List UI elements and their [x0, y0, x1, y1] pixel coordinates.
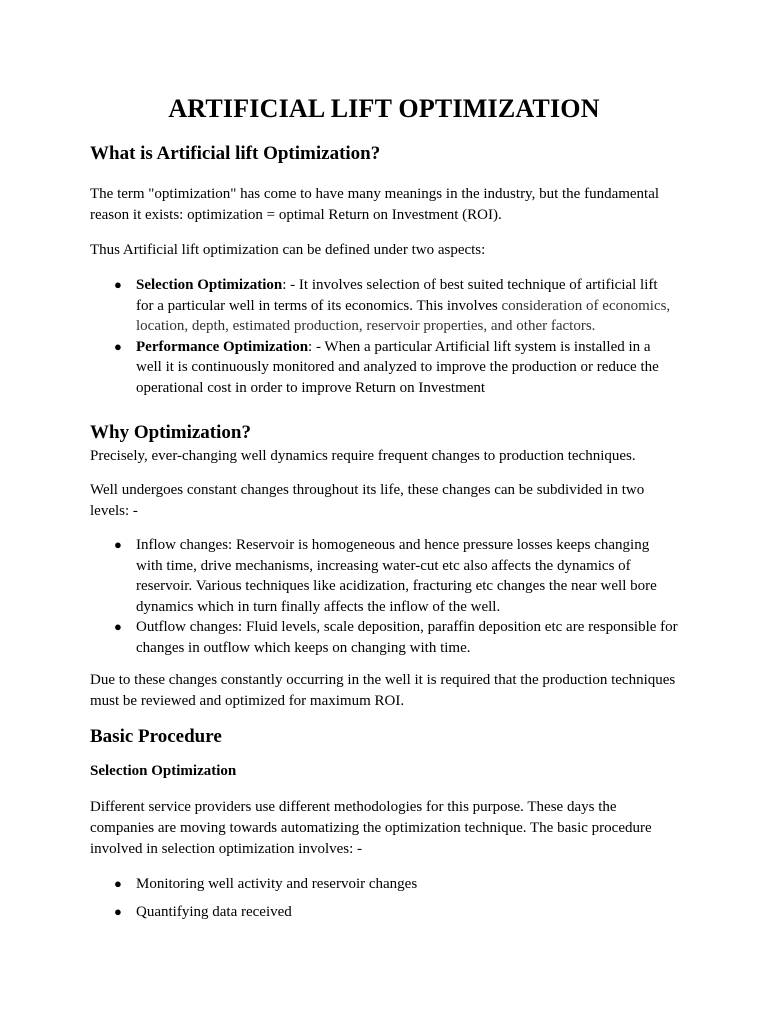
procedure-list — [90, 874, 678, 922]
list-item — [114, 275, 678, 337]
list-item — [114, 337, 678, 399]
list-item — [114, 617, 678, 658]
list-item — [114, 874, 678, 895]
bullet-term: Performance Optimization — [136, 338, 309, 355]
bullet-icon: ● — [114, 277, 122, 292]
document-title: ARTIFICIAL LIFT OPTIMIZATION — [168, 94, 600, 123]
changes-list — [90, 535, 678, 658]
bullet-text: Quantifying data received — [136, 903, 292, 920]
bullet-icon: ● — [114, 876, 122, 891]
aspects-list — [90, 275, 678, 398]
section-heading-basic: Basic Procedure — [90, 726, 222, 747]
paragraph: The term "optimization" has come to have many meanings in the industry, but the fundamental reason it exists: optimization = optimal Return on Investment (ROI). — [90, 186, 660, 223]
paragraph: Different service providers use different methodologies for this purpose. These days the companies are moving towards automatizing the optimization technique. The basic procedure involved in selection optimization involves: - — [90, 799, 652, 857]
bullet-icon: ● — [114, 619, 122, 634]
bullet-icon: ● — [114, 537, 122, 552]
bullet-text: Outflow changes: Fluid levels, scale deposition, paraffin deposition etc are responsible for changes in outflow which keeps on changing with time. — [136, 619, 678, 656]
paragraph: Thus Artificial lift optimization can be defined under two aspects: — [90, 242, 486, 258]
bullet-text: : - It involves selection of best suited technique of artificial lift for a particular well in terms of its economics. This involves — [136, 277, 658, 314]
list-item — [114, 535, 678, 617]
bullet-text: Monitoring well activity and reservoir changes — [136, 876, 418, 892]
bullet-icon: ● — [114, 338, 122, 354]
paragraph: Due to these changes constantly occurring in the well it is required that the production techniques must be reviewed and optimized for maximum ROI. — [90, 672, 676, 709]
bullet-term: Selection Optimization — [136, 277, 283, 293]
bullet-text: Inflow changes: Reservoir is homogeneous and hence pressure losses keeps changing with time, drive mechanisms, increasing water-cut etc also affects the dynamics of reservoir. Various techniques like acidization, fracturing etc changes the near well bore dynamics which in turn finally affects the inflow of the well. — [136, 537, 657, 615]
subsection-heading: Selection Optimization — [90, 763, 237, 779]
section-heading-what: What is Artificial lift Optimization? — [90, 143, 381, 164]
bullet-icon: ● — [114, 903, 122, 919]
list-item — [114, 902, 678, 923]
section-heading-why: Why Optimization? — [90, 422, 251, 443]
paragraph: Well undergoes constant changes throughout its life, these changes can be subdivided in two levels: - — [90, 482, 645, 519]
bullet-text: consideration of economics, location, depth, estimated production, reservoir properties, and other factors. — [136, 297, 671, 334]
bullet-text: : - When a particular Artificial lift system is installed in a well it is continuously monitored and analyzed to improve the production or reduce the operational cost in order to improve Return on Investment — [136, 338, 659, 396]
paragraph: Precisely, ever-changing well dynamics require frequent changes to production techniques. — [90, 448, 636, 464]
